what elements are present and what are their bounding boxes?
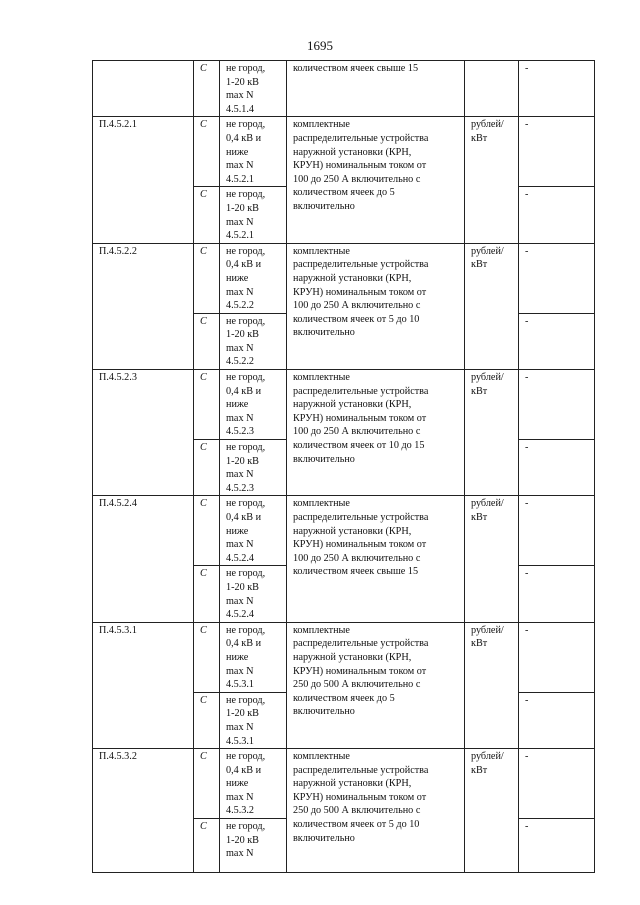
zone-line: 0,4 кВ и (226, 638, 262, 650)
description-line: КРУН) номинальным током от (293, 791, 427, 803)
description-line: КРУН) номинальным током от (293, 160, 427, 172)
zone-line: не город, (226, 694, 266, 706)
zone-line: 1-20 кВ (226, 708, 259, 720)
description-line: 250 до 500 А включительно с (293, 805, 421, 817)
description-line: комплектные (293, 119, 350, 131)
letter-cell: C (194, 243, 220, 313)
zone-line: 0,4 кВ и (226, 512, 262, 523)
zone-line: не город, (226, 751, 266, 763)
zone-line: не город, (226, 821, 266, 833)
value-cell: - (519, 622, 595, 692)
description-cell (287, 243, 465, 369)
description-line: комплектные (293, 245, 350, 257)
zone-cell (220, 622, 287, 692)
table-row (93, 243, 595, 313)
zone-line: ниже (226, 399, 249, 411)
description-line: включительно (293, 832, 355, 844)
description-line: 100 до 250 А включительно с (293, 552, 421, 564)
description-line: наружной установки (КРН, (293, 399, 412, 411)
letter-cell: C (194, 496, 220, 566)
zone-line: ниже (226, 146, 249, 158)
letter-cell: C (194, 819, 220, 873)
unit-cell (465, 117, 519, 243)
description-line: комплектные (293, 498, 350, 510)
unit-line: кВт (471, 259, 488, 271)
unit-line: рублей/ (471, 245, 504, 257)
description-line: распределительные устройства (293, 764, 429, 776)
zone-line: 4.5.2.1 (226, 173, 255, 185)
zone-line: 1-20 кВ (226, 202, 259, 214)
zone-line: 1-20 кВ (226, 581, 259, 593)
zone-line: 4.5.1.4 (226, 103, 255, 115)
table-body (93, 61, 595, 873)
description-line: комплектные (293, 751, 350, 763)
zone-line: 4.5.2.2 (226, 300, 255, 312)
code-cell (93, 61, 194, 117)
description-line: КРУН) номинальным током от (293, 665, 427, 677)
description-line: количеством ячеек от 10 до 15 (293, 440, 425, 452)
zone-line: max N (226, 595, 254, 607)
value-cell: - (519, 749, 595, 819)
value-cell: - (519, 117, 595, 187)
description-cell (287, 61, 465, 117)
code-cell: П.4.5.3.2 (93, 749, 194, 873)
zone-cell (220, 692, 287, 748)
description-line: распределительные устройства (293, 638, 429, 650)
zone-line: 1-20 кВ (226, 329, 259, 341)
zone-cell (220, 496, 287, 566)
zone-line: ниже (226, 778, 249, 790)
value-cell: - (519, 692, 595, 748)
unit-cell (465, 749, 519, 873)
zone-line: не город, (226, 119, 266, 131)
description-line: распределительные устройства (293, 385, 429, 397)
unit-cell (465, 243, 519, 369)
description-line: включительно (293, 706, 355, 718)
value-cell: - (519, 819, 595, 873)
unit-line: рублей/ (471, 624, 504, 636)
page-number: 1695 (307, 38, 333, 53)
zone-line: max N (226, 665, 254, 677)
zone-line: max N (226, 539, 254, 551)
zone-line: не город, (226, 372, 266, 384)
zone-line: не город, (226, 189, 266, 201)
unit-cell (465, 622, 519, 748)
zone-cell (220, 243, 287, 313)
unit-line: рублей/ (471, 498, 504, 510)
zone-line: 1-20 кВ (226, 455, 259, 467)
letter-cell: C (194, 749, 220, 819)
zone-line: max N (226, 160, 254, 172)
letter-cell: C (194, 187, 220, 243)
description-line: наружной установки (КРН, (293, 272, 412, 284)
code-cell: П.4.5.2.4 (93, 496, 194, 622)
zone-line: не город, (226, 63, 266, 74)
description-line: распределительные устройства (293, 132, 429, 144)
description-cell (287, 117, 465, 243)
unit-line: кВт (471, 385, 488, 397)
table-row (93, 370, 595, 440)
description-line: количеством ячеек от 5 до 10 (293, 313, 420, 325)
description-line: количеством ячеек от 5 до 10 (293, 819, 420, 831)
unit-line: рублей/ (471, 751, 504, 763)
zone-cell (220, 370, 287, 440)
description-line: 250 до 500 А включительно с (293, 679, 421, 691)
table-row (93, 622, 595, 692)
unit-line: рублей/ (471, 119, 504, 131)
zone-line: max N (226, 90, 254, 102)
table-row (93, 496, 595, 566)
value-cell: - (519, 440, 595, 496)
value-cell: - (519, 187, 595, 243)
zone-cell (220, 440, 287, 496)
zone-cell (220, 187, 287, 243)
value-cell: - (519, 566, 595, 622)
zone-line: 1-20 кВ (226, 76, 259, 88)
description-line: 100 до 250 А включительно с (293, 173, 421, 185)
unit-line: кВт (471, 132, 488, 144)
letter-cell: C (194, 61, 220, 117)
value-cell: - (519, 496, 595, 566)
zone-cell (220, 749, 287, 819)
zone-line: ниже (226, 651, 249, 663)
zone-line: max N (226, 412, 254, 424)
zone-line: не город, (226, 568, 266, 580)
zone-line: 1-20 кВ (226, 834, 259, 846)
description-line: количеством ячеек до 5 (293, 692, 395, 704)
letter-cell: C (194, 440, 220, 496)
letter-cell: C (194, 370, 220, 440)
description-line: 100 до 250 А включительно с (293, 300, 421, 312)
zone-line: 4.5.2.3 (226, 426, 255, 438)
description-line: количеством ячеек свыше 15 (293, 63, 419, 74)
description-cell (287, 749, 465, 873)
zone-line: max N (226, 791, 254, 803)
zone-line: 0,4 кВ и (226, 764, 262, 776)
zone-cell (220, 819, 287, 873)
zone-line: не город, (226, 498, 266, 510)
zone-line: не город, (226, 245, 266, 257)
description-line: включительно (293, 200, 355, 212)
zone-line: не город, (226, 624, 266, 636)
table-row (93, 117, 595, 187)
zone-line: 4.5.2.4 (226, 552, 255, 564)
zone-line: 4.5.2.3 (226, 482, 255, 494)
zone-line: 4.5.2.1 (226, 230, 255, 242)
description-line: наружной установки (КРН, (293, 146, 412, 158)
tariff-table (92, 60, 595, 873)
description-line: количеством ячеек свыше 15 (293, 566, 419, 578)
zone-line: max N (226, 342, 254, 354)
zone-cell (220, 313, 287, 369)
value-cell: - (519, 243, 595, 313)
description-cell (287, 370, 465, 496)
description-line: комплектные (293, 624, 350, 636)
zone-line: max N (226, 216, 254, 228)
unit-line: кВт (471, 512, 488, 523)
table-row-top (93, 61, 595, 117)
unit-cell (465, 370, 519, 496)
value-cell: - (519, 370, 595, 440)
description-line: количеством ячеек до 5 (293, 187, 395, 199)
letter-cell: C (194, 117, 220, 187)
unit-line: кВт (471, 638, 488, 650)
zone-line: ниже (226, 525, 249, 537)
value-cell: - (519, 61, 595, 117)
zone-cell (220, 61, 287, 117)
code-cell: П.4.5.3.1 (93, 622, 194, 748)
description-cell (287, 622, 465, 748)
zone-line: ниже (226, 272, 249, 284)
unit-cell (465, 61, 519, 117)
zone-line: max N (226, 848, 254, 860)
code-cell: П.4.5.2.1 (93, 117, 194, 243)
letter-cell: C (194, 566, 220, 622)
unit-line: рублей/ (471, 372, 504, 384)
description-line: наружной установки (КРН, (293, 778, 412, 790)
description-line: наружной установки (КРН, (293, 525, 412, 537)
zone-cell (220, 117, 287, 187)
zone-cell (220, 566, 287, 622)
zone-line: 4.5.2.2 (226, 356, 255, 368)
zone-line: 0,4 кВ и (226, 259, 262, 271)
zone-line: max N (226, 286, 254, 298)
description-line: КРУН) номинальным током от (293, 412, 427, 424)
table-row (93, 749, 595, 819)
description-line: включительно (293, 327, 355, 339)
unit-cell (465, 496, 519, 622)
description-line: комплектные (293, 372, 350, 384)
description-line: включительно (293, 453, 355, 465)
letter-cell: C (194, 692, 220, 748)
zone-line: не город, (226, 315, 266, 327)
description-line: КРУН) номинальным током от (293, 286, 427, 298)
code-cell: П.4.5.2.2 (93, 243, 194, 369)
zone-line: 4.5.3.1 (226, 679, 255, 691)
value-cell: - (519, 313, 595, 369)
letter-cell: C (194, 313, 220, 369)
zone-line: max N (226, 721, 254, 733)
description-line: распределительные устройства (293, 259, 429, 271)
description-line: 100 до 250 А включительно с (293, 426, 421, 438)
description-cell (287, 496, 465, 622)
zone-line: 0,4 кВ и (226, 385, 262, 397)
zone-line: 4.5.3.2 (226, 805, 255, 817)
unit-line: кВт (471, 764, 488, 776)
code-cell: П.4.5.2.3 (93, 370, 194, 496)
zone-line: 0,4 кВ и (226, 132, 262, 144)
description-line: КРУН) номинальным током от (293, 539, 427, 551)
description-line: распределительные устройства (293, 512, 429, 523)
zone-line: 4.5.2.4 (226, 609, 255, 621)
letter-cell: C (194, 622, 220, 692)
zone-line: 4.5.3.1 (226, 735, 255, 747)
description-line: наружной установки (КРН, (293, 651, 412, 663)
zone-line: не город, (226, 442, 266, 454)
zone-line: max N (226, 469, 254, 481)
